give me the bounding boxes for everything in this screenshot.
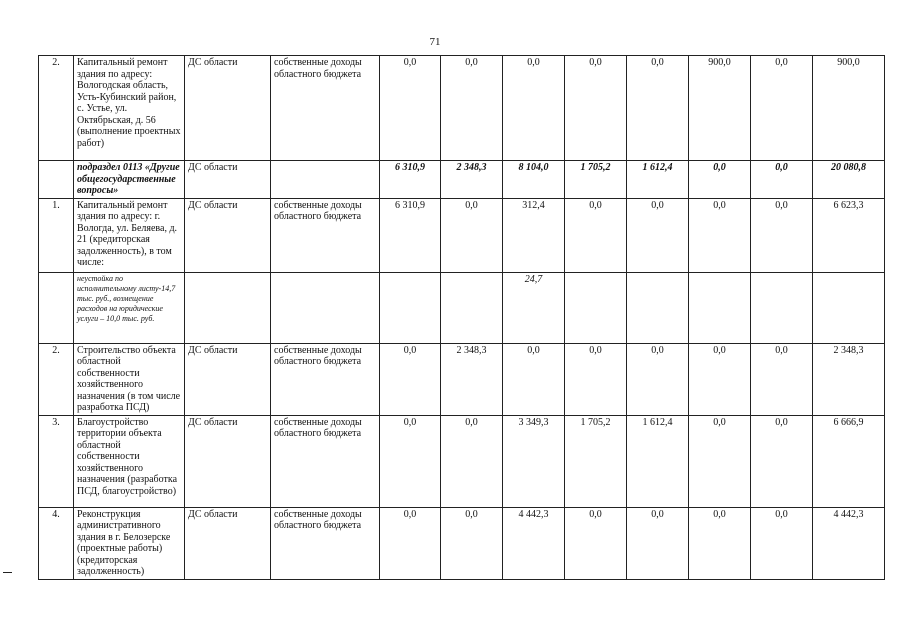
total-cell: 4 442,3 <box>813 507 885 579</box>
value-cell: 0,0 <box>380 415 441 507</box>
row-number: 1. <box>39 198 74 272</box>
total-cell: 900,0 <box>813 56 885 161</box>
row-source: собственные доходы областного бюджета <box>271 56 380 161</box>
value-cell: 0,0 <box>751 343 813 415</box>
value-cell: 0,0 <box>441 415 503 507</box>
value-cell: 0,0 <box>565 56 627 161</box>
row-number: 3. <box>39 415 74 507</box>
total-cell <box>813 272 885 343</box>
value-cell: 0,0 <box>441 56 503 161</box>
value-cell <box>627 272 689 343</box>
row-customer <box>185 272 271 343</box>
row-description: Реконструкция административного здания в г. Белозерске (проектные работы) (кредиторская задолженность) <box>74 507 185 579</box>
table-row <box>39 507 885 579</box>
row-description: Благоустройство территории объекта областной собственности хозяйственного назначения (разработка ПСД, благоустройство) <box>74 415 185 507</box>
value-cell: 24,7 <box>503 272 565 343</box>
value-cell: 0,0 <box>441 507 503 579</box>
value-cell: 0,0 <box>689 161 751 199</box>
value-cell: 1 705,2 <box>565 161 627 199</box>
value-cell: 0,0 <box>751 56 813 161</box>
table-row <box>39 198 885 272</box>
margin-mark <box>3 572 12 573</box>
row-customer: ДС области <box>185 343 271 415</box>
value-cell: 2 348,3 <box>441 343 503 415</box>
value-cell: 0,0 <box>380 56 441 161</box>
value-cell: 0,0 <box>627 343 689 415</box>
row-description: Капитальный ремонт здания по адресу: г. Вологда, ул. Беляева, д. 21 (кредиторская задолженность), в том числе: <box>74 198 185 272</box>
value-cell: 4 442,3 <box>503 507 565 579</box>
row-number: 2. <box>39 56 74 161</box>
table-row <box>39 415 885 507</box>
value-cell: 6 310,9 <box>380 161 441 199</box>
table-row <box>39 272 885 343</box>
value-cell: 2 348,3 <box>441 161 503 199</box>
value-cell: 0,0 <box>565 507 627 579</box>
row-number <box>39 272 74 343</box>
value-cell <box>441 272 503 343</box>
value-cell: 1 705,2 <box>565 415 627 507</box>
value-cell: 1 612,4 <box>627 161 689 199</box>
row-number: 2. <box>39 343 74 415</box>
value-cell: 0,0 <box>751 507 813 579</box>
row-source <box>271 272 380 343</box>
table-row <box>39 56 885 161</box>
row-description: подраздел 0113 «Другие общегосударственные вопросы» <box>74 161 185 199</box>
table-row <box>39 343 885 415</box>
value-cell: 0,0 <box>380 507 441 579</box>
row-source: собственные доходы областного бюджета <box>271 415 380 507</box>
value-cell: 8 104,0 <box>503 161 565 199</box>
value-cell: 0,0 <box>751 198 813 272</box>
value-cell <box>751 272 813 343</box>
row-source <box>271 161 380 199</box>
value-cell: 0,0 <box>503 56 565 161</box>
row-customer: ДС области <box>185 56 271 161</box>
row-description: Строительство объекта областной собственности хозяйственного назначения (в том числе разработка ПСД) <box>74 343 185 415</box>
value-cell: 0,0 <box>689 415 751 507</box>
total-cell: 2 348,3 <box>813 343 885 415</box>
value-cell: 0,0 <box>503 343 565 415</box>
value-cell: 0,0 <box>565 198 627 272</box>
value-cell <box>689 272 751 343</box>
row-customer: ДС области <box>185 507 271 579</box>
value-cell: 0,0 <box>627 507 689 579</box>
row-number: 4. <box>39 507 74 579</box>
value-cell: 1 612,4 <box>627 415 689 507</box>
total-cell: 6 666,9 <box>813 415 885 507</box>
row-customer: ДС области <box>185 198 271 272</box>
value-cell: 0,0 <box>565 343 627 415</box>
value-cell: 0,0 <box>380 343 441 415</box>
budget-table <box>38 55 885 580</box>
value-cell: 0,0 <box>751 161 813 199</box>
value-cell: 0,0 <box>689 507 751 579</box>
row-source: собственные доходы областного бюджета <box>271 343 380 415</box>
row-source: собственные доходы областного бюджета <box>271 198 380 272</box>
value-cell: 0,0 <box>751 415 813 507</box>
value-cell: 312,4 <box>503 198 565 272</box>
value-cell <box>565 272 627 343</box>
value-cell: 6 310,9 <box>380 198 441 272</box>
row-description: Капитальный ремонт здания по адресу: Вологодская область, Усть-Кубинский район, с. Устье, ул. Октябрьская, д. 56 (выполнение проектных работ) <box>74 56 185 161</box>
table-row <box>39 161 885 199</box>
page-number: 71 <box>429 36 441 48</box>
row-number <box>39 161 74 199</box>
row-customer: ДС области <box>185 415 271 507</box>
value-cell: 0,0 <box>627 198 689 272</box>
row-source: собственные доходы областного бюджета <box>271 507 380 579</box>
row-customer: ДС области <box>185 161 271 199</box>
total-cell: 6 623,3 <box>813 198 885 272</box>
value-cell: 3 349,3 <box>503 415 565 507</box>
value-cell: 900,0 <box>689 56 751 161</box>
value-cell: 0,0 <box>689 198 751 272</box>
value-cell: 0,0 <box>689 343 751 415</box>
value-cell: 0,0 <box>627 56 689 161</box>
total-cell: 20 080,8 <box>813 161 885 199</box>
value-cell <box>380 272 441 343</box>
value-cell: 0,0 <box>441 198 503 272</box>
row-description: неустойка по исполнительному листу-14,7 тыс. руб., возмещение расходов на юридические услуги – 10,0 тыс. руб. <box>74 272 185 343</box>
